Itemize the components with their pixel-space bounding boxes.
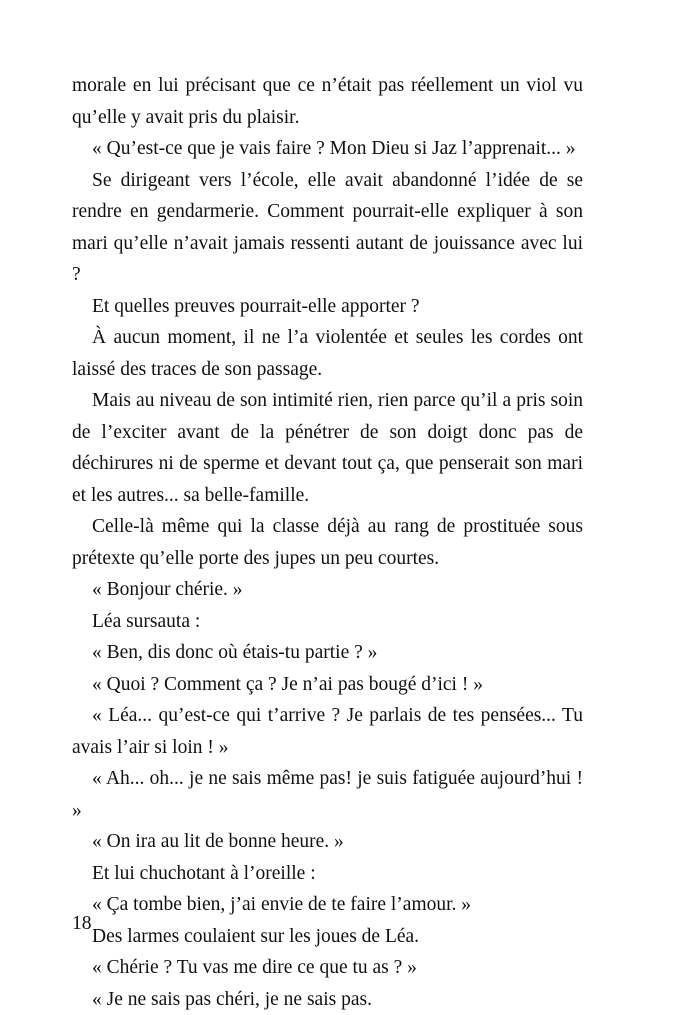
paragraph: À aucun moment, il ne l’a violentée et seules les cordes ont laissé des traces de son passage. [72, 322, 583, 385]
paragraph: Et quelles preuves pourrait-elle apporter ? [72, 291, 583, 323]
paragraph: morale en lui précisant que ce n’était pas réellement un viol vu qu’elle y avait pris du plaisir. [72, 70, 583, 133]
paragraph: « Qu’est-ce que je vais faire ? Mon Dieu si Jaz l’apprenait... » [72, 133, 583, 165]
paragraph: « Ça tombe bien, j’ai envie de te faire l’amour. » [72, 889, 583, 921]
paragraph: « Chérie ? Tu vas me dire ce que tu as ? » [72, 952, 583, 984]
paragraph: Se dirigeant vers l’école, elle avait abandonné l’idée de se rendre en gendarmerie. Comment pourrait-elle expliquer à son mari qu’elle n’avait jamais ressenti autant de jouissance avec lui ? [72, 165, 583, 291]
paragraph: « Ah... oh... je ne sais même pas! je suis fatiguée aujourd’hui ! » [72, 763, 583, 826]
paragraph: Et lui chuchotant à l’oreille : [72, 858, 583, 890]
paragraph: « Quoi ? Comment ça ? Je n’ai pas bougé d’ici ! » [72, 669, 583, 701]
paragraph: « On ira au lit de bonne heure. » [72, 826, 583, 858]
paragraph: Léa sursauta : [72, 606, 583, 638]
paragraph: « Je ne sais pas chéri, je ne sais pas. [72, 984, 583, 1015]
page-body [72, 70, 583, 1015]
paragraph: Celle-là même qui la classe déjà au rang de prostituée sous prétexte qu’elle porte des jupes un peu courtes. [72, 511, 583, 574]
page-number: 18 [72, 912, 92, 936]
paragraph: « Bonjour chérie. » [72, 574, 583, 606]
paragraph: Mais au niveau de son intimité rien, rien parce qu’il a pris soin de l’exciter avant de la pénétrer de son doigt donc pas de déchirures ni de sperme et devant tout ça, que penserait son mari et les autres... sa belle-famille. [72, 385, 583, 511]
paragraph: « Léa... qu’est-ce qui t’arrive ? Je parlais de tes pensées... Tu avais l’air si loin ! » [72, 700, 583, 763]
paragraph: Des larmes coulaient sur les joues de Léa. [72, 921, 583, 953]
paragraph: « Ben, dis donc où étais-tu partie ? » [72, 637, 583, 669]
